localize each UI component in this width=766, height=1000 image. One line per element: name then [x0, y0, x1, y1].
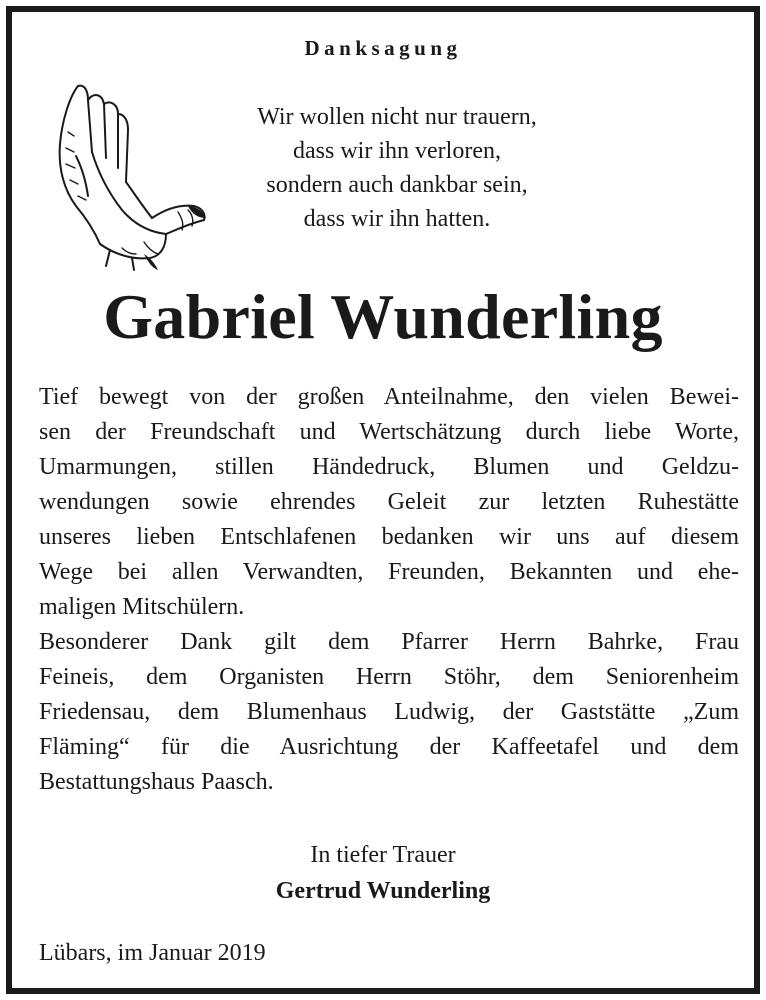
paragraph-line: Besonderer Dank gilt dem Pfarrer Herrn Bahrke, Frau: [39, 629, 739, 655]
notice-heading: Danksagung: [304, 36, 462, 60]
paragraph-line: maligen Mitschülern.: [39, 594, 245, 620]
poem-line: Wir wollen nicht nur trauern,: [257, 104, 537, 130]
paragraph-line: wendungen sowie ehrendes Geleit zur letzten Ruhestätte: [39, 489, 739, 515]
paragraph-line: Wege bei allen Verwandten, Freunden, Bekannten und ehe-: [39, 559, 739, 585]
poem-line: dass wir ihn verloren,: [293, 138, 501, 164]
paragraph-line: Bestattungshaus Paasch.: [39, 769, 274, 795]
closing-phrase: In tiefer Trauer: [310, 842, 456, 868]
poem-line: dass wir ihn hatten.: [303, 206, 491, 232]
paragraph-line: Feineis, dem Organisten Herrn Stöhr, dem Seniorenheim: [39, 664, 739, 690]
paragraph-line: Tief bewegt von der großen Anteilnahme, den vielen Bewei-: [39, 384, 739, 410]
paragraph-line: Friedensau, dem Blumenhaus Ludwig, der Gaststätte „Zum: [39, 699, 739, 725]
deceased-name: Gabriel Wunderling: [103, 281, 663, 352]
obituary-notice: [6, 6, 760, 994]
paragraph-line: Fläming“ für die Ausrichtung der Kaffeetafel und dem: [39, 734, 739, 760]
praying-hands-icon: [48, 72, 208, 272]
paragraph-line: unseres lieben Entschlafenen bedanken wir uns auf diesem: [39, 524, 739, 550]
paragraph-line: sen der Freundschaft und Wertschätzung durch liebe Worte,: [39, 419, 739, 445]
place-date: Lübars, im Januar 2019: [39, 940, 266, 966]
thanks-text: [39, 380, 739, 800]
poem-line: sondern auch dankbar sein,: [266, 172, 528, 198]
paragraph-line: Umarmungen, stillen Händedruck, Blumen und Geldzu-: [39, 454, 739, 480]
poem: [202, 100, 592, 236]
signer-name: Gertrud Wunderling: [275, 878, 491, 904]
